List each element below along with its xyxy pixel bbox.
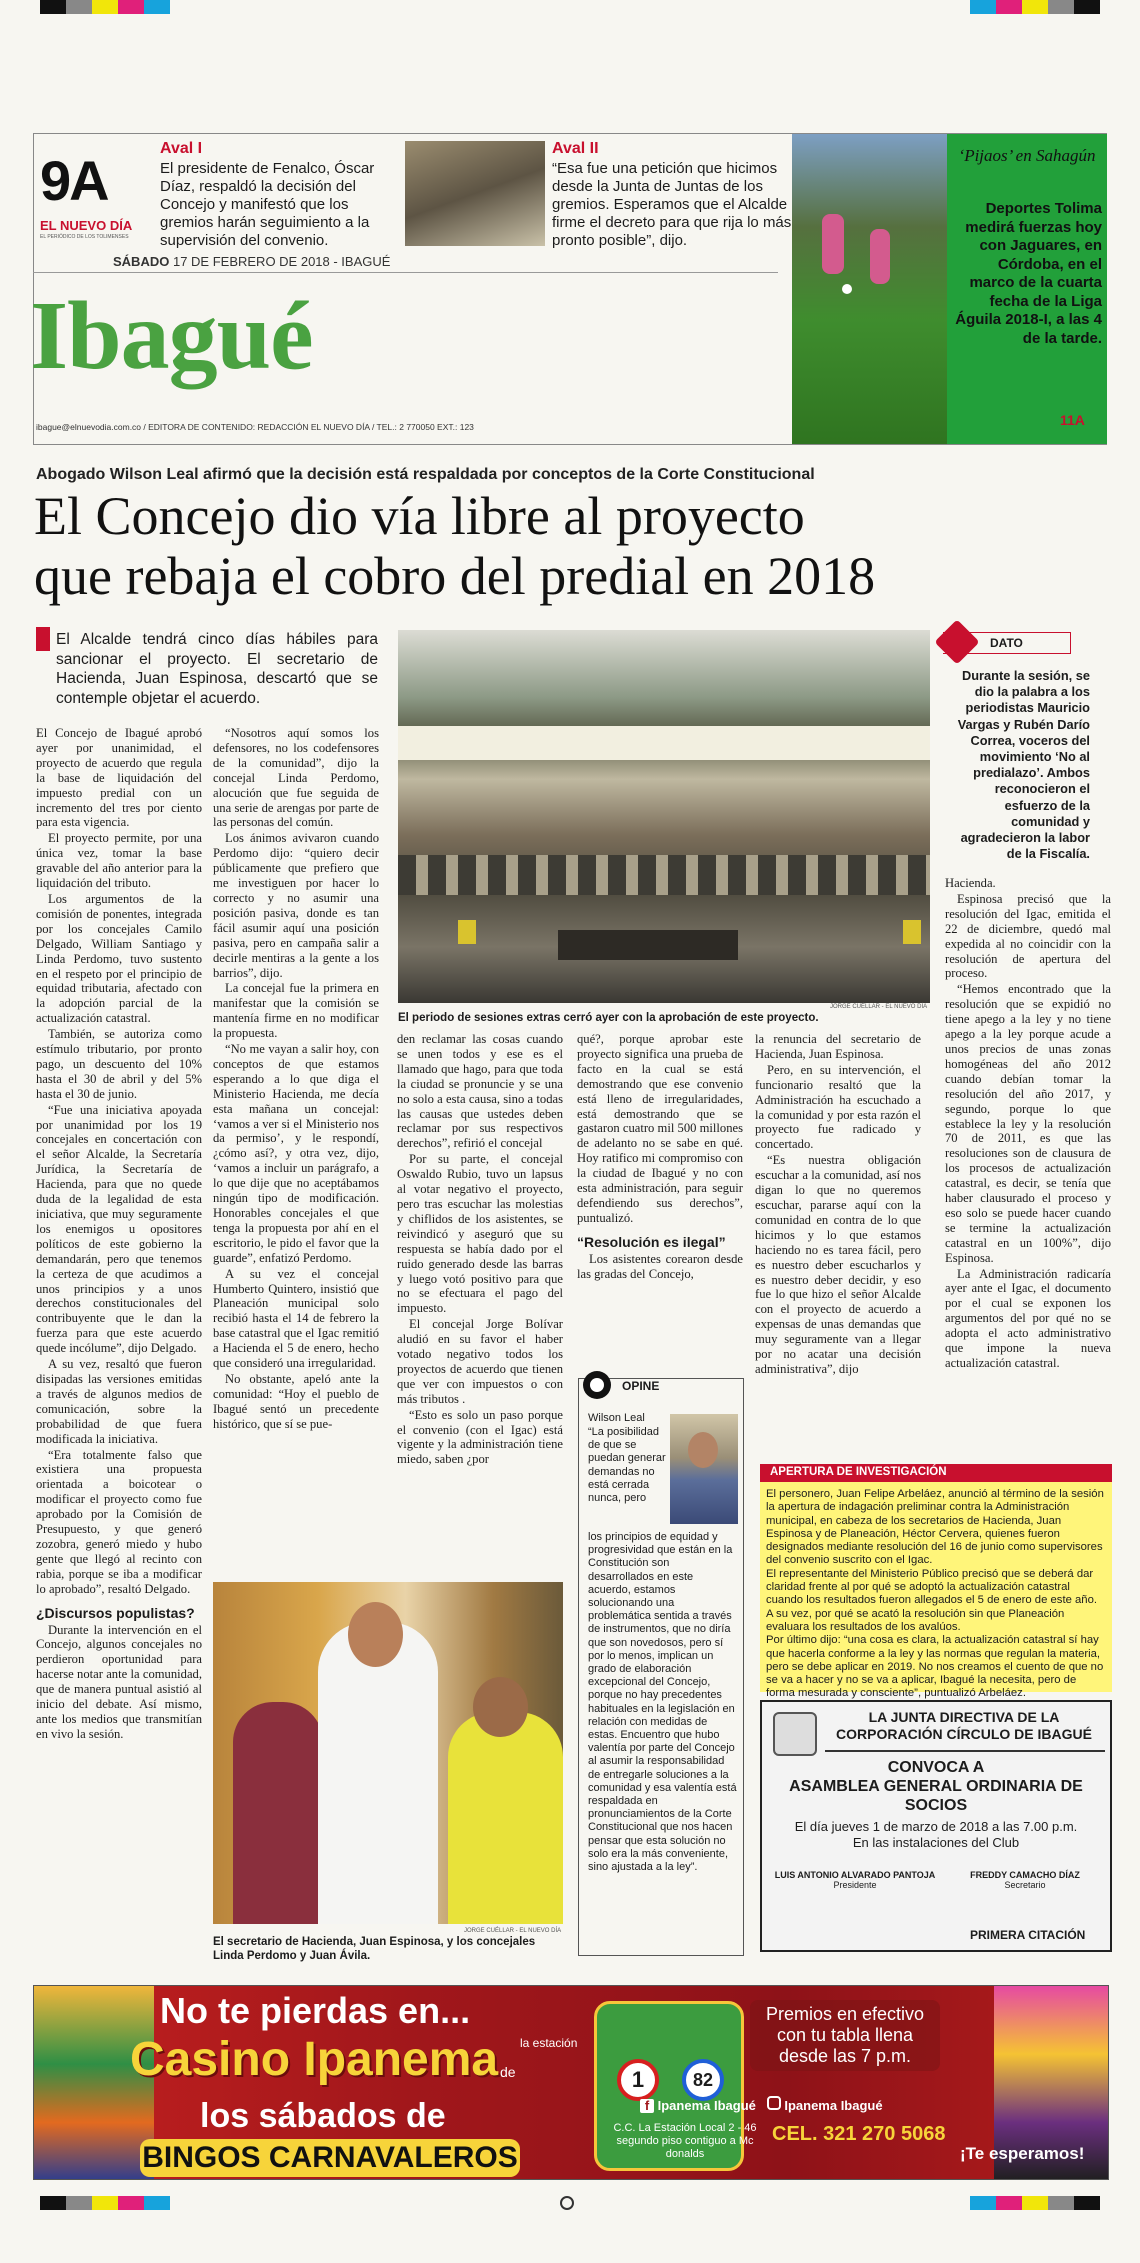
wilson-leal-photo <box>670 1414 738 1524</box>
paragraph: “Hemos encontrado que la resolución que se expidió no tiene apego a la ley y no tiene apego a la ley porque acude a unos precios de unas zonas homogéneas del año 2012 cuando debían tomar la resolución del año 2017, y segundo, porque lo que establece la ley y la resolución 70 de 2011, es que las resoluciones son de clausura de los procesos de actualización catastral, es decir, se tenía que haber clausurado el proceso y eso solo se puede hacer cuando se termine la actualización catastral en un 100%”, dijo Espinosa. <box>945 982 1111 1265</box>
bingo-ball-2: 82 <box>682 2059 724 2101</box>
facebook-icon: f <box>640 2099 654 2113</box>
paragraph: Hacienda. <box>945 876 996 890</box>
credits-line: ibague@elnuevodia.com.co / EDITORA DE CONTENIDO: REDACCIÓN EL NUEVO DÍA / TEL.: 2 770050 EXT.: 123 <box>36 422 474 432</box>
ad-cta: ¡Te esperamos! <box>960 2144 1085 2163</box>
column-4 <box>577 1032 743 1283</box>
quote-icon <box>583 1371 611 1399</box>
photo2-credit: JORGE CUÉLLAR - EL NUEVO DÍA <box>464 1928 562 1934</box>
paragraph: No obstante, apeló ante la comunidad: “Hoy el pueblo de Ibagué sentó un precedente histórico, que sí se pue- <box>213 1371 379 1431</box>
instagram-handle: Ipanema Ibagué <box>784 2098 883 2113</box>
aval1-title: Aval I <box>160 140 203 157</box>
paragraph: La concejal fue la primera en manifestar que la comisión se mantenía firme en no modificar la propuesta. <box>213 981 379 1041</box>
header-rule <box>33 272 778 273</box>
paragraph: Pero, en su intervención, el funcionario resaltó que la Administración ha escuchado a la comunidad y por esta razón el proyecto fue radicado y concertado. <box>755 1062 921 1152</box>
ad-brand: Casino Ipanema <box>130 2033 499 2086</box>
newspaper-slogan: EL PERIÓDICO DE LOS TOLIMENSES <box>40 234 129 240</box>
convoca-line-1: CONVOCA A <box>887 1759 985 1776</box>
aval-photo <box>405 141 545 246</box>
instagram-icon <box>767 2096 781 2110</box>
dato-text: Durante la sesión, se dio la palabra a los periodistas Mauricio Vargas y Rubén Darío Correa, voceros del movimiento ‘No al predialazo’. Ambos reconocieron el esfuerzo de la comunidad y agradecieron la labor de la Fiscalía. <box>957 668 1090 862</box>
headline-line-1: El Concejo dio vía libre al proyecto <box>34 486 805 546</box>
paragraph: A su vez, resaltó que fueron disipadas las versiones emitidas a través de algunos medios de comunicación, sobre la probabilidad de que fuera modificada la iniciativa. <box>36 1357 202 1446</box>
notice-rule <box>825 1750 1105 1752</box>
paragraph: El personero, Juan Felipe Arbeláez, anunció al término de la sesión la apertura de indagación preliminar contra la Administración municipal, en cabeza de los secretarios de Hacienda, Juan Espinosa y de Planeación, Héctor Cervera, quienes fueron designados mediante resolución del 16 de junio como supervisores del convenio suscrito con el Igac. <box>766 1488 1104 1567</box>
paragraph: La Administración radicaría ayer ante el Igac, el documento por el cual se exponen los argumentos del por qué no se adopta el acto administrativo que impone la nueva actualización catastral. <box>945 1266 1111 1370</box>
paragraph: Durante la intervención en el Concejo, algunos concejales no perdieron oportunidad para hacerse notar ante la comunidad, que de manera puntual asistió al inicio del debate. Así mismo, ante los medios que transmitían en vivo la sesión. <box>36 1622 202 1741</box>
ad-line-4: BINGOS CARNAVALEROS <box>140 2139 520 2177</box>
paragraph: Los argumentos de la comisión de ponentes, integrada por los concejales Camilo Delgado, William Santiago y Linda Perdomo, tuvo sustento en el respeto por el principio de equidad tributaria, afectado con la adopción parcial de la actualización catastral. <box>36 891 202 1026</box>
lead-text: El Alcalde tendrá cinco días hábiles para sancionar el proyecto. El secretario de Hacienda, Juan Espinosa, descartó que se contemple objetar el acuerdo. <box>56 631 378 707</box>
notice-convoca <box>765 1758 1107 1815</box>
sig1-role: Presidente <box>833 1880 877 1890</box>
aval2-title: Aval II <box>552 140 599 157</box>
subhead-populistas: ¿Discursos populistas? <box>36 1604 195 1621</box>
paragraph: “Nosotros aquí somos los defensores, no los codefensores de la comunidad”, dijo la concejal Linda Perdomo, alocución que fue seguida de una serie de arengas por parte de las personas del común. <box>213 726 379 830</box>
paragraph: “Era totalmente falso que existiera una propuesta orientada a boicotear o modificar el proyecto como fue aprobado por la Comisión de Presupuesto, y que generó zozobra, generó miedo y hubo gente que llegó al recinto con rabia, porque se iba a modificar lo aprobado”, resaltó Delgado. <box>36 1447 202 1596</box>
section-title: Ibagué <box>30 282 313 390</box>
ad-promo: Premios en efectivo con tu tabla llena desde las 7 p.m. <box>750 2000 940 2071</box>
paragraph: den reclamar las cosas cuando se unen todos y ese es el llamado que hago, para que toda la ciudad se pronuncie y se una no solo a esta causa, sino a todas las causas que ustedes deben reclamar por sus respectivos derechos”, refirió el concejal <box>397 1032 563 1151</box>
headline <box>34 486 875 606</box>
ad-line-1: No te pierdas en... <box>160 1990 471 2031</box>
page-number: 9A <box>40 149 108 212</box>
sports-kicker: ‘Pijaos’ en Sahagún <box>958 146 1096 165</box>
column-1 <box>36 726 202 1743</box>
investigation-label: APERTURA DE INVESTIGACIÓN <box>760 1464 1112 1482</box>
notice-where: En las instalaciones del Club <box>852 1835 1020 1850</box>
paragraph: Los asistentes corearon desde las gradas del Concejo, <box>577 1251 743 1281</box>
date-rest: 17 DE FEBRERO DE 2018 - IBAGUÉ <box>172 254 391 269</box>
date-line <box>113 254 390 269</box>
sports-photo <box>792 134 947 444</box>
paragraph: Espinosa precisó que la resolución del Igac, emitida el 22 de diciembre, quedó mal expedida al no coincidir con la resolución de apertura del proceso. <box>945 891 1111 981</box>
sports-page-ref: 11A <box>1060 412 1085 428</box>
paragraph: El proyecto permite, por una única vez, tomar la base gravable del año anterior para la liquidación del tributo. <box>36 831 202 891</box>
registration-bars <box>0 0 1140 14</box>
newspaper-logo: EL NUEVO DÍA <box>40 218 133 233</box>
photo1-credit: JORGE CUÉLLAR - EL NUEVO DÍA <box>830 1004 928 1010</box>
officials-photo <box>213 1582 563 1924</box>
paragraph: “Fue una iniciativa apoyada por unanimidad por los 19 concejales en concertación con el señor Alcalde, la Secretaría Jurídica, la Secretaría de Hacienda, para que no quede duda de la legalidad de esta iniciativa, que muy seguramente los enemigos u opositores políticos de este gobierno la demandarán, pero que tenemos la certeza de que acudimos a unos principios y a unos derechos constitucionales del contribuyente que le dan la fuerza para que este acuerdo quede incólume”, dijo Delgado. <box>36 1102 202 1356</box>
column-3 <box>397 1032 563 1468</box>
paragraph: A su vez el concejal Humberto Quintero, insistió que Planeación municipal solo recibió hasta el 14 de febrero la base catastral que el Igac remitió a Hacienda el 5 de enero, hecho que consideró una irregularidad. <box>213 1266 379 1371</box>
facebook-handle: Ipanema Ibagué <box>657 2098 756 2113</box>
paragraph: “Es nuestra obligación escuchar a la comunidad, así nos digan lo que no queremos escuchar, pararse aquí con la comunidad en contra de lo que hicimos y lo que estamos haciendo no es tarea fácil, pero es nuestro deber escucharlos y es nuestro deber decidir, y eso fue lo que hizo el señor Alcalde con el proyecto de acuerdo a expensas de unas demandas que muy seguramente van a llegar por no acatar una decisión administrativa”, dijo <box>755 1153 921 1376</box>
registration-target-icon <box>560 2196 574 2210</box>
opine-text-top: “La posibilidad de que se puedan generar demandas no está cerrada nunca, pero <box>588 1426 666 1505</box>
opine-label: OPINE <box>622 1379 660 1393</box>
notice-title <box>820 1709 1108 1743</box>
investigation-text <box>766 1488 1106 1701</box>
session-photo <box>398 630 930 1003</box>
opine-text: los principios de equidad y progresividad que están en la Constitución son desarrollados en este acuerdo, estamos solucionando una problemática sentida a través de instrumentos, que no diría que son novedosos, pero sí por lo menos, implican un grado de elaboración excepcional del Concejo, porque no hay precedentes habituales en la legislación en relación con medidas de estas. Encuentro que hubo valentía por parte del Concejo al asumir la responsabilidad de entregarle soluciones a la comunidad y esa valentía está respaldada en pronunciamientos de la Corte Constitucional que nos hacen pensar que esta solución no solo era la más conveniente, sino ajustada a la ley”. <box>588 1531 737 1874</box>
column-6 <box>945 876 1111 1372</box>
notice-title-2: CORPORACIÓN CÍRCULO DE IBAGUÉ <box>836 1726 1092 1742</box>
ad-de: de <box>500 2064 516 2080</box>
signature-1 <box>770 1870 940 1890</box>
photo1-caption: El periodo de sesiones extras cerró ayer con la aprobación de este proyecto. <box>398 1012 819 1024</box>
bottom-registration-bars <box>0 2196 1140 2210</box>
dato-label: DATO <box>990 636 1023 650</box>
date-day: SÁBADO <box>113 254 170 269</box>
column-5 <box>755 1032 921 1378</box>
opine-name: Wilson Leal <box>588 1412 645 1424</box>
club-crest-icon <box>773 1712 817 1756</box>
subhead-resolucion: “Resolución es ilegal” <box>577 1233 726 1250</box>
bingo-ball-1: 1 <box>617 2059 659 2101</box>
ad-estacion: la estación <box>520 2036 578 2050</box>
ad-address <box>600 2122 770 2161</box>
paragraph: “Esto es solo un paso porque el convenio (con el Igac) está vigente y la administración tiene miedo, saben ¿por <box>397 1407 563 1467</box>
paragraph: qué?, porque aprobar este proyecto significa una prueba de facto en la cual se está demostrando que ese convenio está lleno de irregularidades, está demostrando que se gastaron cuatro mil 500 millones de adelanto no se sabe en qué. Hoy ratifico mi compromiso con la ciudad de Ibagué y no con esta administración, para seguir defendiendo sus derechos”, puntualizó. <box>577 1032 743 1225</box>
ad-line-3: los sábados de <box>200 2097 446 2135</box>
sports-text: Deportes Tolima medirá fuerzas hoy con Jaguares, en Córdoba, en el marco de la cuarta fecha de la Liga Águila 2018-I, a las 4 de la tarde. <box>955 200 1102 347</box>
puzzle-icon <box>934 619 979 664</box>
article-kicker: Abogado Wilson Leal afirmó que la decisión está respaldada por conceptos de la Corte Constitucional <box>36 466 815 483</box>
notice-when: El día jueves 1 de marzo de 2018 a las 7.00 p.m. <box>794 1819 1078 1834</box>
notice-title-1: LA JUNTA DIRECTIVA DE LA <box>868 1709 1060 1725</box>
sig2-role: Secretario <box>1004 1880 1046 1890</box>
paragraph: El representante del Ministerio Público precisó que se deberá dar claridad frente al por qué se adoptó la actualización catastral cuando los resultados fueron allegados el 5 de enero de este año. A su vez, por qué se acató la resolución sin que Planeación evaluara los resultados de los avalúos. <box>766 1567 1097 1633</box>
paragraph: Por su parte, el concejal Oswaldo Rubio, tuvo un lapsus al votar negativo el proyecto, pero tras escuchar las molestias y chiflidos de los asistentes, se reivindicó y aseguró que su respuesta se había dado por el ruido generado desde las barras y luego votó positivo para que no se efectuara el pago del impuesto. <box>397 1152 563 1316</box>
ad-social <box>640 2096 883 2113</box>
notice-when-where <box>765 1819 1107 1851</box>
column-2 <box>213 726 379 1433</box>
paragraph: la renuncia del secretario de Hacienda, Juan Espinosa. <box>755 1032 921 1061</box>
notice-citation: PRIMERA CITACIÓN <box>970 1928 1086 1942</box>
aval1-text: El presidente de Fenalco, Óscar Díaz, respaldó la decisión del Concejo y manifestó que los gremios harán seguimiento a la supervisión del convenio. <box>160 160 375 249</box>
convoca-line-2: ASAMBLEA GENERAL ORDINARIA DE <box>789 1778 1083 1795</box>
sig1-name: LUIS ANTONIO ALVARADO PANTOJA <box>774 1870 936 1880</box>
paragraph: También, se autoriza como estímulo tributario, por pronto pago, un descuento del 10% hasta el 30 de abril y del 5% hasta el 30 de junio. <box>36 1027 202 1101</box>
ad-phone: CEL. 321 270 5068 <box>772 2123 946 2145</box>
paragraph: Los ánimos avivaron cuando Perdomo dijo: “quiero decir públicamente que prefiero que me investiguen por hacer lo correcto y no asumir una posición pasiva, donde es tan fácil asumir aquí una posición pasiva, pero en campaña salir a decirle mentiras a la gente a los barrios”, dijo. <box>213 831 379 980</box>
signature-2 <box>945 1870 1105 1890</box>
paragraph: El Concejo de Ibagué aprobó ayer por unanimidad, el proyecto de acuerdo que regula la base de liquidación del impuesto predial con un incremento del tres por ciento para esta vigencia. <box>36 726 202 830</box>
convoca-line-3: SOCIOS <box>904 1797 968 1814</box>
paragraph: El concejal Jorge Bolívar aludió en su favor el haber votado negativo todos los proyectos de acuerdo que tienen que ver con impuestos o con más tributos . <box>397 1317 563 1406</box>
address-line-1: C.C. La Estación Local 2 - 46 <box>613 2122 757 2134</box>
sig2-name: FREDDY CAMACHO DÍAZ <box>970 1870 1080 1880</box>
photo2-caption: El secretario de Hacienda, Juan Espinosa, y los concejales Linda Perdomo y Juan Ávila. <box>213 1936 536 1962</box>
paragraph: Por último dijo: “una cosa es clara, la actualización catastral sí hay que hacerla conforme a la ley y las normas que regulan la materia, pero se debe aplicar en 2019. No nos creamos el cuento de que no se va a hacer y no se va a aplicar, Ibagué la necesita, pero de forma mesurada y consciente”, puntualizó Arbeláez. <box>766 1634 1104 1700</box>
aval2-text: “Esa fue una petición que hicimos desde la Junta de Juntas de los gremios. Esperamos que el Alcalde firme el decreto para que rija lo más pronto posible”, dijo. <box>552 160 792 249</box>
headline-line-2: que rebaja el cobro del predial en 2018 <box>34 546 876 606</box>
address-line-2: segundo piso contiguo a Mc donalds <box>616 2135 754 2160</box>
lead-marker <box>36 627 50 651</box>
paragraph: “No me vayan a salir hoy, con conceptos de que estamos esperando a lo que diga el Ministerio Hacienda, me decía esta mañana un concejal: ‘vamos a ver si el Ministerio nos da permiso’, y le respondí, ¿cómo así?, y otra vez, dijo, ‘vamos a incluir un parágrafo, a lo que dije que no aceptábamos ningún tipo de modificación. Honorables concejales el que tenga la propuesta por ahí en el escritorio, le pido el favor que la guarde”, enfatizó Perdomo. <box>213 1042 379 1265</box>
